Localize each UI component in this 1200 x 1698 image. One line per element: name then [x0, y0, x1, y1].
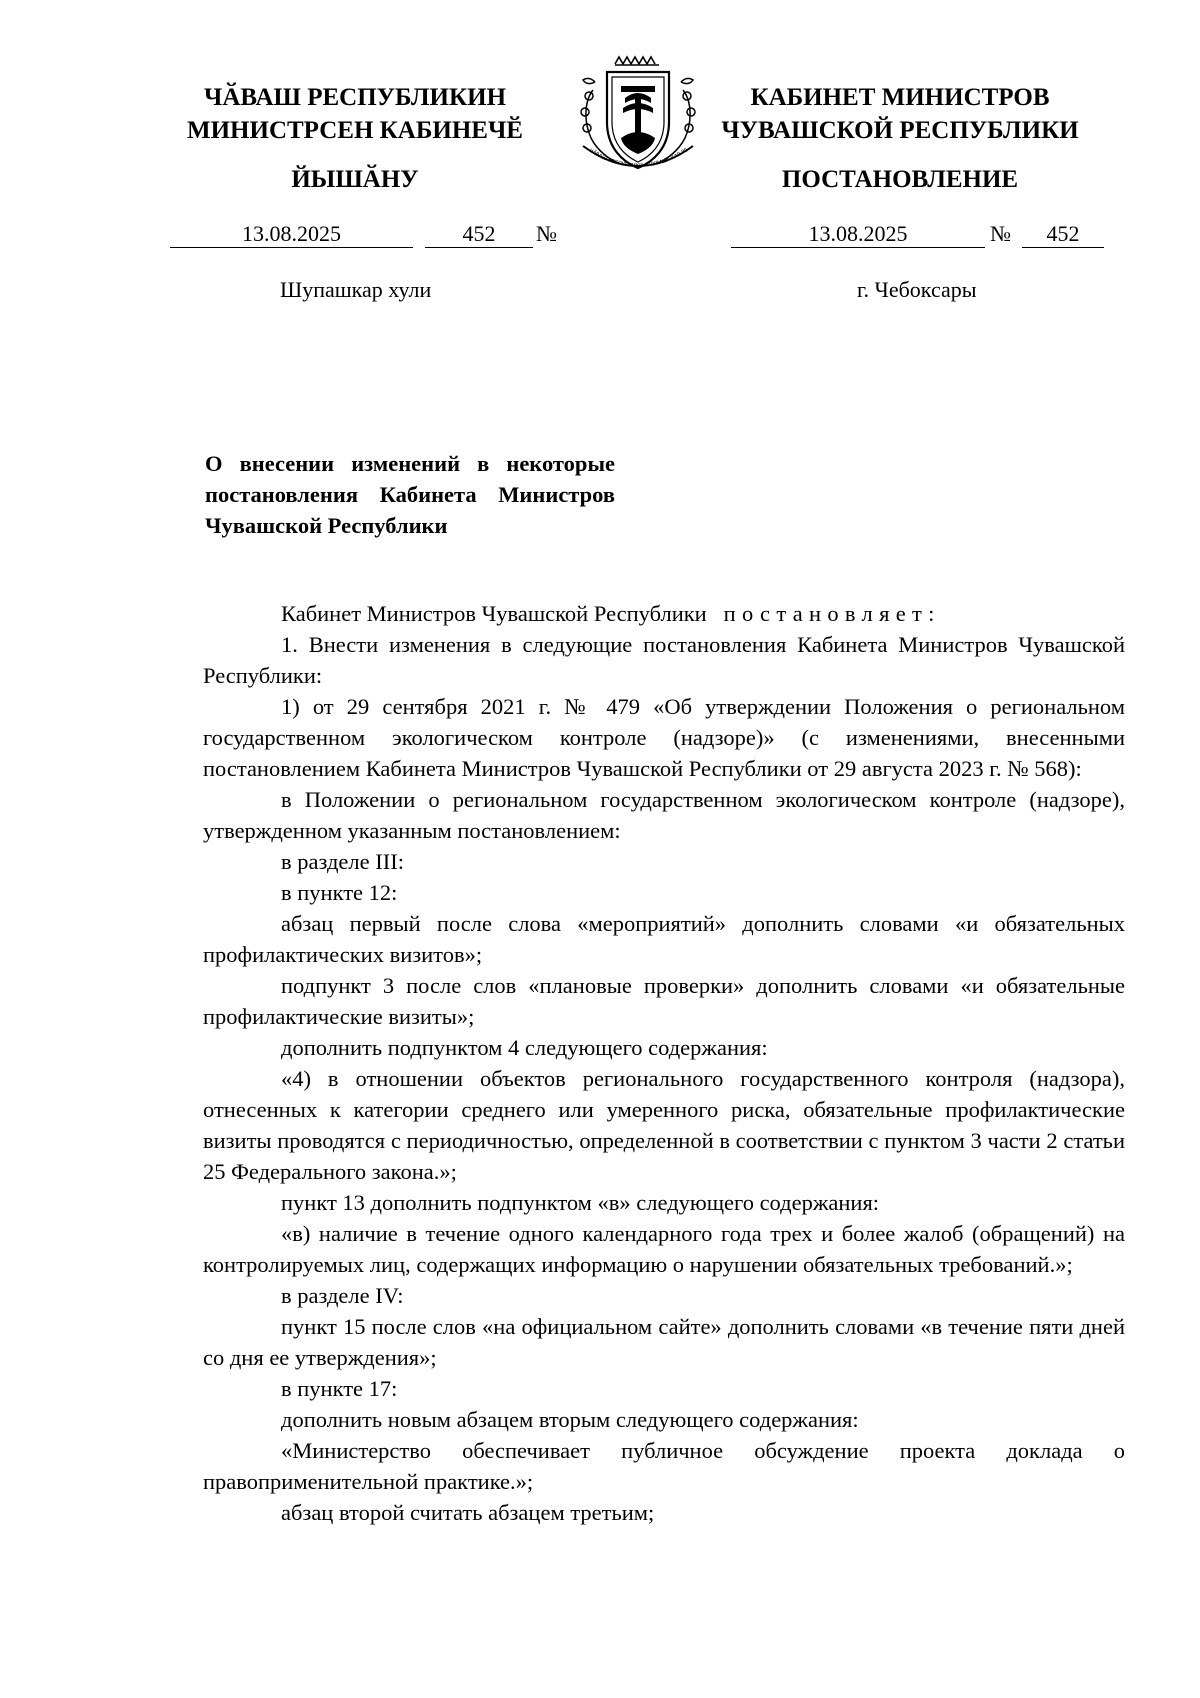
body-paragraph: абзац второй считать абзацем третьим; — [281, 1500, 655, 1525]
intro-verb: постановляет: — [723, 601, 941, 626]
intro-prefix: Кабинет Министров Чувашской Республики — [281, 601, 707, 626]
doc-type-left: ЙЫШӐНУ — [291, 166, 419, 193]
header-right-line1: КАБИНЕТ МИНИСТРОВ — [750, 84, 1050, 111]
number-left: 452 — [425, 221, 533, 248]
header-left-line1: ЧӐВАШ РЕСПУБЛИКИН — [203, 84, 507, 111]
header-left-line2: МИНИСТРСЕН КАБИНЕЧӖ — [187, 117, 523, 144]
intro-paragraph — [203, 598, 1125, 629]
body-paragraph: пункт 13 дополнить подпунктом «в» следующего содержания: — [281, 1190, 880, 1215]
document-body — [203, 598, 1125, 1528]
body-paragraph: «4) в отношении объектов регионального государственного контроля (надзора), отнесенных к категории среднего или умеренного риска, обязательные профилактические визиты проводятся с периодичностью, определенной в соответствии с пунктом 3 части 2 статьи 25 Федерального закона.»; — [203, 1066, 1125, 1184]
number-sign-right: № — [990, 221, 1011, 246]
body-paragraph: в разделе III: — [281, 849, 404, 874]
body-paragraph: в пункте 12: — [281, 880, 398, 905]
body-paragraph: пункт 15 после слов «на официальном сайте» дополнить словами «в течение пяти дней со дня ее утверждения»; — [203, 1314, 1125, 1370]
body-paragraph: в Положении о региональном государственном экологическом контроле (надзоре), утвержденном указанным постановлением: — [203, 787, 1125, 843]
document-title: О внесении изменений в некоторые постановления Кабинета Министров Чувашской Республики — [205, 451, 615, 538]
doc-type-right: ПОСТАНОВЛЕНИЕ — [781, 166, 1019, 193]
body-paragraph: 1. Внести изменения в следующие постановления Кабинета Министров Чувашской Республики: — [203, 632, 1125, 688]
body-paragraph: абзац первый после слова «мероприятий» дополнить словами «и обязательных профилактических визитов»; — [203, 911, 1125, 967]
body-paragraph: «в) наличие в течение одного календарного года трех и более жалоб (обращений) на контролируемых лиц, содержащих информацию о нарушении обязательных требований.»; — [203, 1221, 1125, 1277]
body-paragraph: 1) от 29 сентября 2021 г. № 479 «Об утверждении Положения о региональном государственном экологическом контроле (надзоре)» (с изменениями, внесенными постановлением Кабинета Министров Чувашской Республики от 29 августа 2023 г. № 568): — [203, 694, 1125, 781]
number-sign-left: № — [536, 221, 557, 246]
date-left: 13.08.2025 — [170, 221, 413, 248]
coat-of-arms-emblem — [565, 50, 711, 178]
date-right: 13.08.2025 — [731, 221, 985, 248]
city-left: Шупашкар хули — [280, 277, 432, 302]
body-paragraph: «Министерство обеспечивает публичное обсуждение проекта доклада о правоприменительной практике.»; — [203, 1438, 1125, 1494]
body-paragraph: дополнить подпунктом 4 следующего содержания: — [281, 1035, 768, 1060]
number-right: 452 — [1022, 221, 1104, 248]
header-left-block — [175, 81, 535, 147]
body-paragraph: в разделе IV: — [281, 1283, 404, 1308]
body-paragraph: в пункте 17: — [281, 1376, 398, 1401]
city-right: г. Чебоксары — [857, 277, 977, 302]
body-paragraph: дополнить новым абзацем вторым следующего содержания: — [281, 1407, 859, 1432]
header-right-line2: ЧУВАШСКОЙ РЕСПУБЛИКИ — [721, 117, 1079, 144]
svg-text:ЧĂВАШ РЕСПУБЛИКИ • ЧУВАШСКАЯ Р: ЧĂВАШ РЕСПУБЛИКИ • ЧУВАШСКАЯ РЕ — [587, 147, 690, 170]
body-paragraph: подпункт 3 после слов «плановые проверки» дополнить словами «и обязательные профилактические визиты»; — [203, 973, 1125, 1029]
header-right-block — [700, 81, 1100, 147]
